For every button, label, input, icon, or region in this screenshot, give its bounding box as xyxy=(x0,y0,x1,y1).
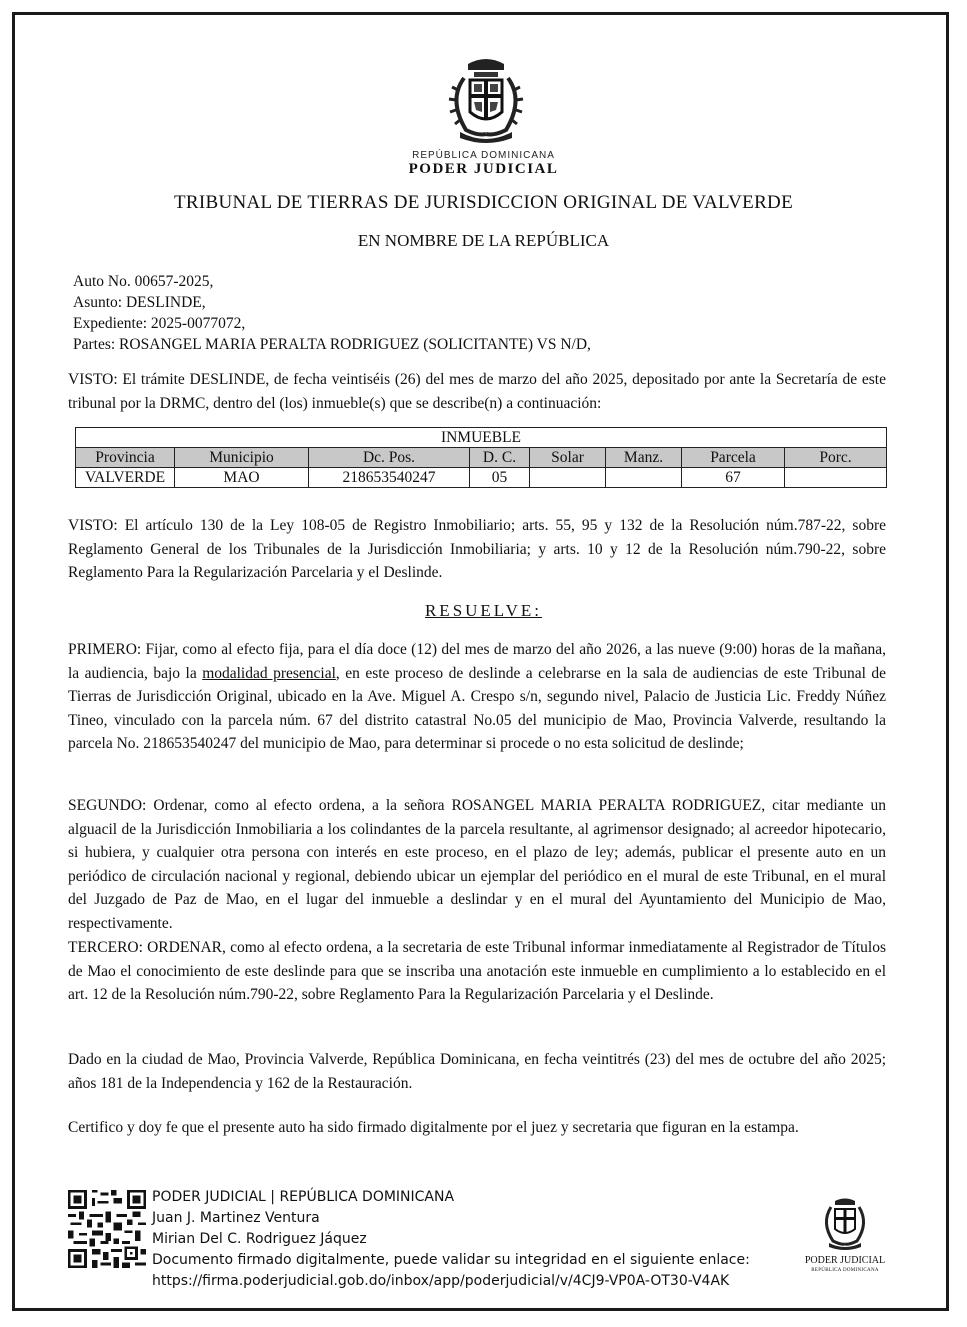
header-municipio: Municipio xyxy=(175,448,309,468)
cell-dc-pos: 218653540247 xyxy=(309,468,470,488)
cell-municipio: MAO xyxy=(175,468,309,488)
asunto: Asunto: DESLINDE, xyxy=(73,294,206,311)
case-metadata xyxy=(73,271,591,355)
visto-paragraph-1: VISTO: El trámite DESLINDE, de fecha veintiséis (26) del mes de marzo del año 2025, depositado por ante la Secretaría de este tribunal por la DRMC, dentro del (los) inmueble(s) que se describe(n) a continuación: xyxy=(68,371,886,412)
footer-secretary: Mirian Del C. Rodriguez Jáquez xyxy=(152,1231,367,1247)
primero-paragraph xyxy=(68,638,886,756)
seal-sublabel: REPÚBLICA DOMINICANA xyxy=(811,1268,879,1273)
certifico-paragraph: Certifico y doy fe que el presente auto ha sido firmado digitalmente por el juez y secretaria que figuran en la estampa. xyxy=(68,1119,799,1136)
header-manz: Manz. xyxy=(606,448,682,468)
auto-number: Auto No. 00657-2025, xyxy=(73,273,214,290)
primero-text-1: PRIMERO: Fijar, como al efecto fija, para el día doce (12) del mes de marzo del año 2026, a las nueve (9:00) horas de la mañana, la audiencia, bajo la xyxy=(68,641,886,682)
document-subtitle: EN NOMBRE DE LA REPÚBLICA xyxy=(357,231,610,250)
partes: Partes: ROSANGEL MARIA PERALTA RODRIGUEZ (SOLICITANTE) VS N/D, xyxy=(73,336,591,353)
tercero-paragraph: TERCERO: ORDENAR, como al efecto ordena, a la secretaria de este Tribunal informar inmediatamente al Registrador de Títulos de Mao el conocimiento de este deslinde para que se inscriba una anotación este inmueble en cumplimiento a lo establecido en el art. 12 de la Resolución núm.790-22, sobre Reglamento Para la Regularización Parcelaria y el Deslinde. xyxy=(68,939,886,1003)
cell-dc: 05 xyxy=(470,468,530,488)
validation-link[interactable]: https://firma.poderjudicial.gob.do/inbox/app/poderjudicial/v/4CJ9-VP0A-OT30-V4AK xyxy=(152,1273,730,1289)
cell-manz xyxy=(606,468,682,488)
inmueble-table xyxy=(75,427,887,488)
header-dc: D. C. xyxy=(470,448,530,468)
tribunal-title: TRIBUNAL DE TIERRAS DE JURISDICCION ORIGINAL DE VALVERDE xyxy=(173,192,793,213)
primero-underlined: modalidad presencial xyxy=(202,664,336,682)
qr-code-icon[interactable] xyxy=(68,1190,146,1268)
header-solar: Solar xyxy=(530,448,606,468)
expediente: Expediente: 2025-0077072, xyxy=(73,315,246,332)
dado-paragraph: Dado en la ciudad de Mao, Provincia Valverde, República Dominicana, en fecha veintitrés (23) del mes de octubre del año 2025; años 181 de la Independencia y 162 de la Restauración. xyxy=(68,1051,886,1092)
cell-provincia: VALVERDE xyxy=(76,468,175,488)
coat-of-arms-icon xyxy=(438,50,534,148)
header-porc: Porc. xyxy=(785,448,887,468)
footer-judge: Juan J. Martinez Ventura xyxy=(152,1210,320,1226)
judicial-seal-icon xyxy=(817,1195,873,1251)
table-row xyxy=(76,468,887,488)
segundo-paragraph: SEGUNDO: Ordenar, como al efecto ordena, a la señora ROSANGEL MARIA PERALTA RODRIGUEZ, citar mediante un alguacil de la Jurisdicción Inmobiliaria a los colindantes de la parcela resultante, al agrimensor designado; al acreedor hipotecario, si hubiera, y cualquier otra persona con interés en este proceso, en el plazo de ley; además, publicar el presente auto en un periódico de circulación nacional y regional, debiendo ubicar un ejemplar del periódico en el mural de este Tribunal, en el mural del Juzgado de Paz de Mao, en el lugar del inmueble a deslindar y en el mural del Ayuntamiento del Municipio de Mao, respectivamente. xyxy=(68,797,886,932)
cell-solar xyxy=(530,468,606,488)
header-provincia: Provincia xyxy=(76,448,175,468)
digital-signature-block xyxy=(152,1187,750,1292)
footer-institution: PODER JUDICIAL | REPÚBLICA DOMINICANA xyxy=(152,1189,455,1205)
footer-note: Documento firmado digitalmente, puede validar su integridad en el siguiente enlace: xyxy=(152,1252,750,1268)
visto-paragraph-2: VISTO: El artículo 130 de la Ley 108-05 de Registro Inmobiliario; arts. 55, 95 y 132 de la Resolución núm.787-22, sobre Reglamento General de los Tribunales de la Jurisdicción Inmobiliaria; y arts. 10 y 12 de la Resolución núm.790-22, sobre Reglamento Para la Regularización Parcelaria y el Deslinde. xyxy=(68,517,886,581)
cell-porc xyxy=(785,468,887,488)
resuelve-heading: RESUELVE: xyxy=(424,601,543,620)
header-dc-pos: Dc. Pos. xyxy=(309,448,470,468)
header-parcela: Parcela xyxy=(682,448,785,468)
judicial-label: PODER JUDICIAL xyxy=(408,161,559,177)
inmueble-title: INMUEBLE xyxy=(76,428,887,448)
cell-parcela: 67 xyxy=(682,468,785,488)
seal-label: PODER JUDICIAL xyxy=(804,1255,886,1266)
republic-label: REPÚBLICA DOMINICANA xyxy=(412,150,555,161)
primero-text-2: , en este proceso de deslinde a celebrarse en la sala de audiencias de este Tribunal de Tierras de Jurisdicción Original, ubicado en la Ave. Miguel A. Crespo s/n, segundo nivel, Palacio de Justicia Lic. Freddy Núñez Tineo, vinculado con la parcela núm. 67 del distrito catastral No.05 del municipio de Mao, Provincia Valverde, resultando la parcela No. 218653540247 del municipio de Mao, para determinar si procede o no esta solicitud de deslinde; xyxy=(68,664,886,752)
